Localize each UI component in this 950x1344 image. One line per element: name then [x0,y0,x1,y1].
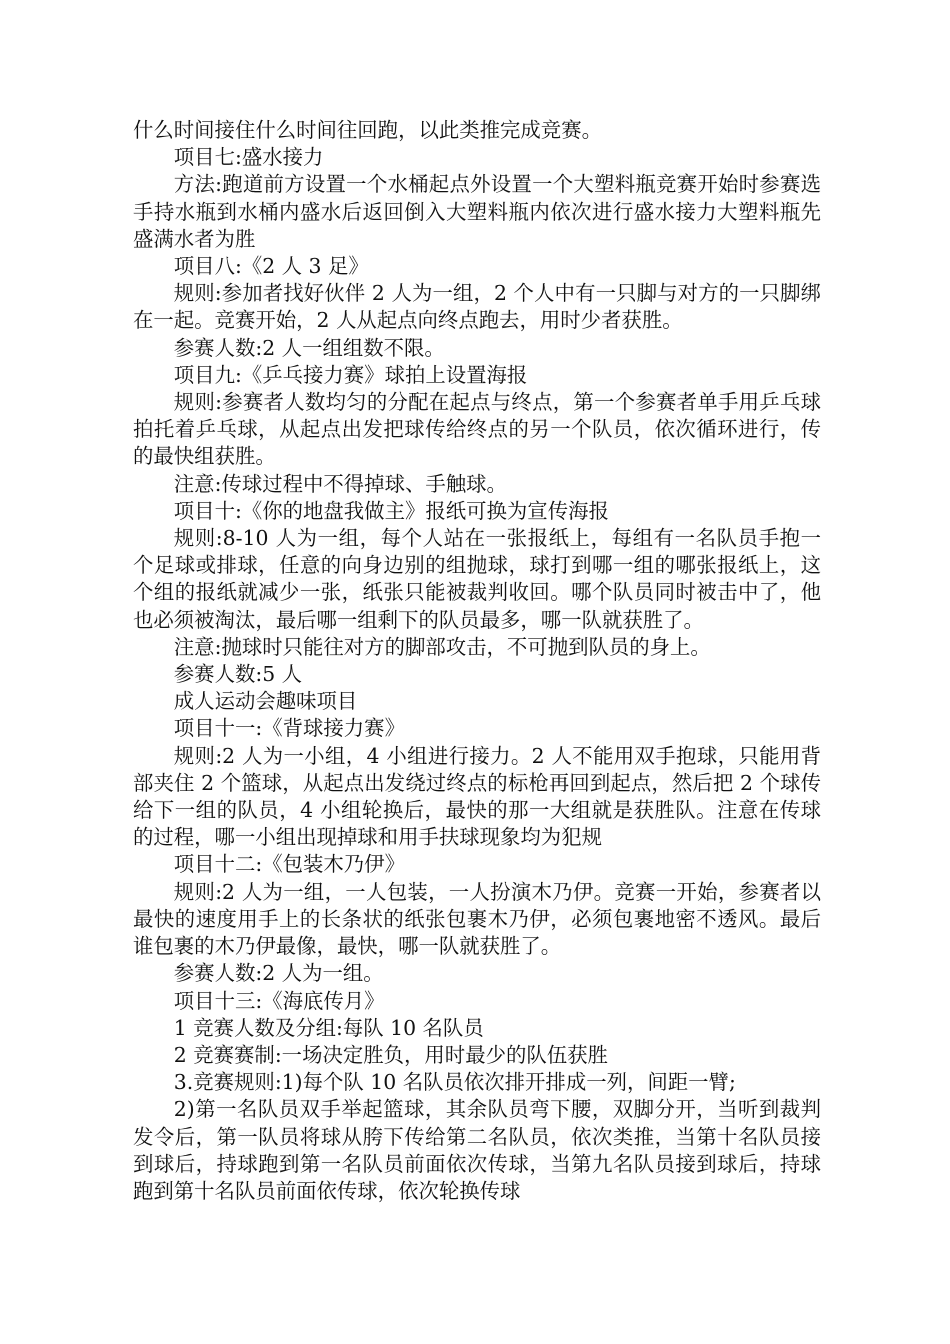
paragraph-item-9-rules: 规则:参赛者人数均匀的分配在起点与终点，第一个参赛者单手用乒乓球拍托着乒乓球，从起点出发把球传给终点的另一个队员，依次循环进行，传的最快组获胜。 [133,390,821,469]
heading-item-7: 项目七:盛水接力 [173,145,324,170]
paragraph-item-12-rules: 规则:2 人为一组，一人包装，一人扮演木乃伊。竞赛一开始，参赛者以最快的速度用手上的长条状的纸张包裹木乃伊，必须包裹地密不透风。最后谁包裹的木乃伊最像，最快，哪一队就获胜了。 [133,879,821,959]
heading-item-13: 项目十三:《海底传月》 [173,988,385,1013]
paragraph-item-10-rules: 规则:8-10 人为一组，每个人站在一张报纸上，每组有一名队员手抱一个足球或排球，任意的向身边别的组抛球，球打到哪一组的哪张报纸上，这个组的报纸就减少一张，纸张只能被裁判收回。哪个队员同时被击中了，他也必须被淘汰，最后哪一组剩下的队员最多，哪一队就获胜了。 [133,526,821,632]
paragraph-item-12-participants: 参赛人数:2 人为一组。 [173,961,384,986]
paragraph-item-7-method: 方法:跑道前方设置一个水桶起点外设置一个大塑料瓶竞赛开始时参赛选手持水瓶到水桶内盛水后返回倒入大塑料瓶内依次进行盛水接力大塑料瓶先盛满水者为胜 [133,172,821,251]
paragraph-item-10-note: 注意:抛球时只能往对方的脚部攻击，不可抛到队员的身上。 [173,634,711,659]
document-page [133,117,821,1205]
paragraph-item-8-rules: 规则:参加者找好伙伴 2 人为一组，2 个人中有一只脚与对方的一只脚绑在一起。竞赛开始，2 人从起点向终点跑去，用时少者获胜。 [133,281,821,333]
section-heading-adult-games: 成人运动会趣味项目 [173,689,358,714]
paragraph-continuation: 什么时间接住什么时间往回跑，以此类推完成竞赛。 [133,118,602,142]
heading-item-11: 项目十一:《背球接力赛》 [173,716,405,741]
paragraph-item-13-rule-2: 2)第一名队员双手举起篮球，其余队员弯下腰，双脚分开，当听到裁判发令后，第一队员将球从胯下传给第二名队员，依次类推，当第十名队员接到球后，持球跑到第一名队员前面依次传球，当第九名队员接到球后，持球跑到第十名队员前面依传球，依次轮换传球 [133,1097,821,1203]
heading-item-9: 项目九:《乒乓接力赛》球拍上设置海报 [173,362,528,387]
heading-item-10: 项目十:《你的地盘我做主》报纸可换为宣传海报 [173,498,609,523]
heading-item-8: 项目八:《2 人 3 足》 [173,254,369,279]
paragraph-item-8-participants: 参赛人数:2 人一组组数不限。 [173,335,445,360]
heading-item-12: 项目十二:《包装木乃伊》 [173,852,405,877]
paragraph-item-13-rule-1: 3.竞赛规则:1)每个队 10 名队员依次排开排成一列，间距一臂; [173,1070,736,1095]
paragraph-item-11-rules: 规则:2 人为一小组，4 小组进行接力。2 人不能用双手抱球，只能用背部夹住 2 个篮球，从起点出发绕过终点的标枪再回到起点，然后把 2 个球传给下一组的队员，4 小组轮换后，最快的那一大组就是获胜队。注意在传球的过程，哪一小组出现掉球和用手扶球现象均为犯规 [133,743,821,850]
paragraph-item-13-format: 2 竞赛赛制:一场决定胜负，用时最少的队伍获胜 [173,1042,608,1067]
paragraph-item-9-note: 注意:传球过程中不得掉球、手触球。 [173,471,507,496]
paragraph-item-13-count: 1 竞赛人数及分组:每队 10 名队员 [173,1015,484,1040]
paragraph-item-10-participants: 参赛人数:5 人 [173,662,303,687]
